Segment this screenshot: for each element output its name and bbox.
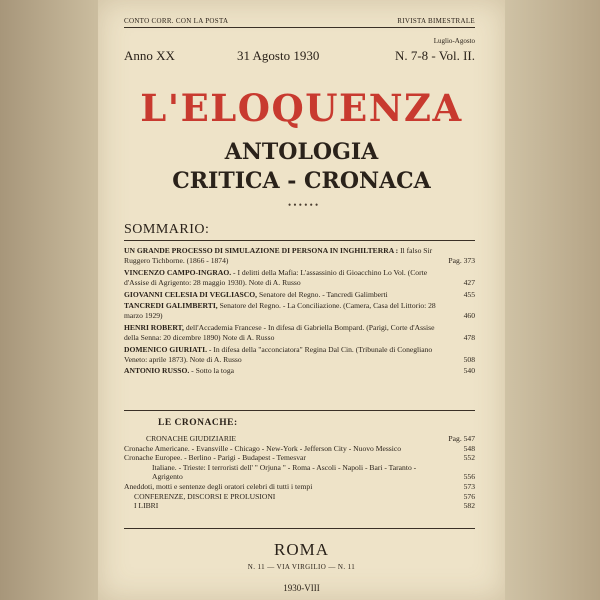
page-number: 478 [463,333,475,343]
page-number: Pag. 373 [448,256,475,266]
issue-meta [124,48,475,64]
page-number: 573 [463,481,475,491]
city: ROMA [273,540,329,559]
contents-entry: VINCENZO CAMPO-INGRAO. - I delitti della Mafia: L'assassinio di Gioacchino Lo Vol. (Corte d'Assise di Agrigento: 28 maggio 1930). Note di A. Russo 427 [124,267,475,288]
top-rule [124,27,475,28]
issue-year: Anno XX [124,48,175,63]
contents-entry: DOMENICO GIURIATI. - In difesa della "acconciatora" Regina Dal Cin. (Tribunale di Conegliano Veneto: aprile 1873). Note di A. Russo 508 [124,344,475,365]
sommario-rule [124,240,475,241]
contents-list [124,246,475,378]
cronache-row: Italiane. - Trieste: I terroristi dell' " Orjuna " - Roma - Ascoli - Napoli - Bari - Taranto - Agrigento 556 [152,462,475,482]
cronache-list [124,434,475,511]
cronache-row: Cronache Europee. - Berlino - Parigi - Budapest - Temesvar 552 [124,453,475,463]
page-number: 460 [463,311,475,321]
journal-title: L'ELOQUENZA [140,86,463,130]
cronache-heading: LE CRONACHE: [158,418,238,428]
contents-entry: ANTONIO RUSSO. - Sotto la toga 540 [124,366,475,376]
sommario-heading: SOMMARIO: [124,222,210,237]
issue-number: N. 7-8 - Vol. II. [394,48,475,63]
publication-year: 1930-VIII [283,583,320,593]
bimester-label: Luglio-Agosto [433,37,475,45]
page-number: 582 [463,501,475,511]
cronache-row: Aneddoti, motti e sentenze degli oratori celebri di tutti i tempi 573 [124,481,475,491]
page-number: 548 [463,443,475,453]
cronache-row: CONFERENZE, DISCORSI E PROLUSIONI 576 [134,491,475,501]
contents-entry: GIOVANNI CELESIA DI VEGLIASCO, Senatore del Regno. - Tancredi Galimberti 455 [124,289,475,299]
footer-rule [124,528,475,529]
contents-entry: TANCREDI GALIMBERTI, Senatore del Regno. - La Conciliazione. (Camera, Casa del Littorio: 28 marzo 1929) 460 [124,301,475,321]
cronache-row: CRONACHE GIUDIZIARIE Pag. 547 [146,434,475,443]
cronache-row: Cronache Americane. - Evansville - Chicago - New-York - Jefferson City - Nuovo Messico 548 [124,443,475,453]
page-number: 576 [463,491,475,501]
journal-subtitle-2: CRITICA - CRONACA [172,168,431,194]
book-right-edge [505,0,600,600]
contents-entry: UN GRANDE PROCESSO DI SIMULAZIONE DI PERSONA IN INGHILTERRA : Il falso Sir Ruggero Tichborne. (1866 - 1874) Pag. 373 [124,246,475,266]
address: N. 11 — VIA VIRGILIO — N. 11 [247,563,356,571]
page-number: 540 [463,366,475,376]
page-number: Pag. 547 [448,434,475,443]
ornament: • • • • • • [288,200,319,210]
page-number: 552 [463,453,475,463]
cronache-rule-top [124,410,475,411]
page-number: 508 [463,355,475,365]
page-number: 556 [463,472,475,482]
magazine-cover [98,0,505,600]
journal-subtitle-1: ANTOLOGIA [224,139,379,165]
contents-entry: HENRI ROBERT, dell'Accademia Francese - In difesa di Gabriella Bompard. (Parigi, Corte d'Assise della Senna: 20 dicembre 1890) Note di A. Russo 478 [124,322,475,343]
postal-note: CONTO CORR. CON LA POSTA [124,17,229,25]
cronache-row: I LIBRI 582 [134,501,475,511]
book-spine-shadow [0,0,98,600]
periodicity-note: RIVISTA BIMESTRALE [397,17,475,25]
page-number: 427 [463,278,475,288]
issue-date: 31 Agosto 1930 [237,48,320,63]
page-number: 455 [463,289,475,299]
